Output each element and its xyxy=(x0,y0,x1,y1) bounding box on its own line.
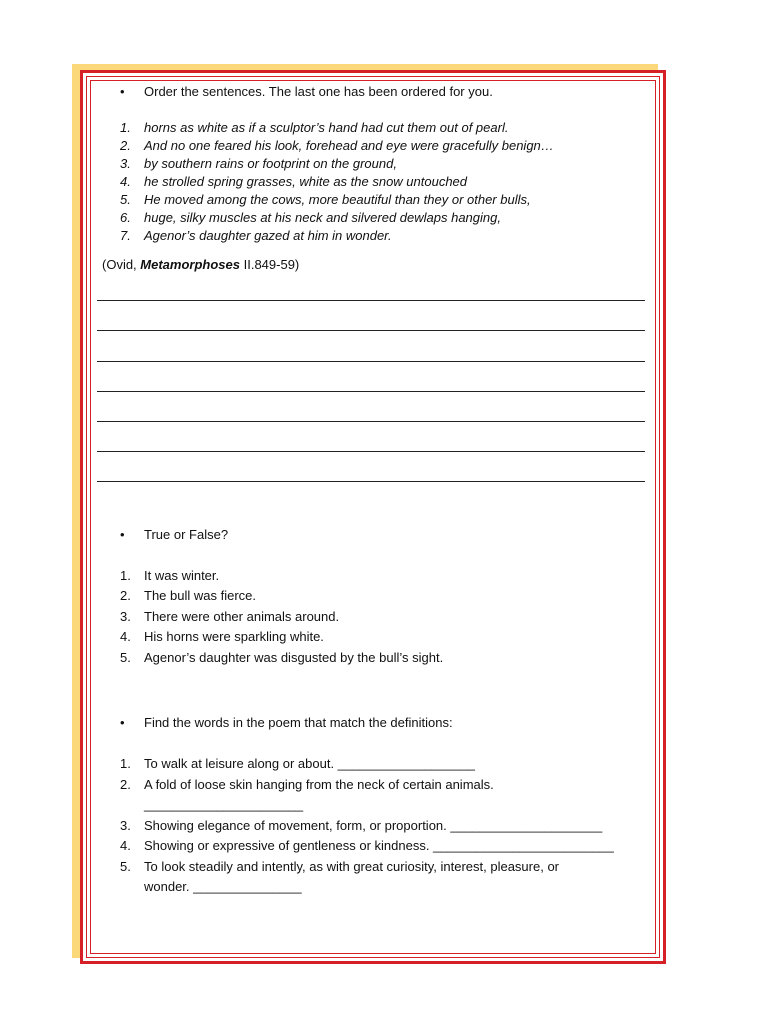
definition-answer-blank: wonder. _______________ xyxy=(144,879,302,894)
answer-line[interactable] xyxy=(97,421,645,422)
bullet-marker: • xyxy=(120,84,125,99)
true-false-item: It was winter. xyxy=(144,568,220,583)
answer-line[interactable] xyxy=(97,361,645,362)
poem-line: by southern rains or footprint on the ground, xyxy=(144,156,397,171)
citation-title: Metamorphoses xyxy=(140,257,240,272)
citation xyxy=(102,257,299,273)
poem-line-number: 4. xyxy=(120,174,131,189)
poem-line: And no one feared his look, forehead and eye were gracefully benign… xyxy=(144,138,554,153)
answer-line[interactable] xyxy=(97,451,645,452)
poem-line-number: 3. xyxy=(120,156,131,171)
true-false-item: His horns were sparkling white. xyxy=(144,629,324,644)
item-number: 5. xyxy=(120,859,131,874)
bullet-marker: • xyxy=(120,527,125,542)
poem-line: He moved among the cows, more beautiful than they or other bulls, xyxy=(144,192,531,207)
poem-line: huge, silky muscles at his neck and silvered dewlaps hanging, xyxy=(144,210,501,225)
answer-line[interactable] xyxy=(97,330,645,331)
poem-line: Agenor’s daughter gazed at him in wonder. xyxy=(144,228,392,243)
item-number: 3. xyxy=(120,609,131,624)
definitions-instruction: Find the words in the poem that match the definitions: xyxy=(144,715,453,730)
item-number: 3. xyxy=(120,818,131,833)
order-instruction: Order the sentences. The last one has been ordered for you. xyxy=(144,84,493,99)
poem-line: he strolled spring grasses, white as the snow untouched xyxy=(144,174,468,189)
definition-item: Showing elegance of movement, form, or proportion. _____________________ xyxy=(144,818,603,833)
definition-item: To look steadily and intently, as with great curiosity, interest, pleasure, or xyxy=(144,859,559,874)
citation-open: (Ovid, xyxy=(102,257,141,272)
true-false-item: Agenor’s daughter was disgusted by the bull’s sight. xyxy=(144,650,444,665)
citation-rest: II.849-59) xyxy=(240,257,300,272)
answer-line[interactable] xyxy=(97,481,645,482)
poem-line-number: 5. xyxy=(120,192,131,207)
true-false-item: The bull was fierce. xyxy=(144,588,256,603)
item-number: 2. xyxy=(120,588,131,603)
poem-line-number: 6. xyxy=(120,210,131,225)
poem-line-number: 2. xyxy=(120,138,131,153)
item-number: 4. xyxy=(120,838,131,853)
item-number: 2. xyxy=(120,777,131,792)
definition-answer-blank: ______________________ xyxy=(144,797,304,812)
definition-item: A fold of loose skin hanging from the neck of certain animals. xyxy=(144,777,494,792)
poem-line-number: 1. xyxy=(120,120,131,135)
true-false-instruction: True or False? xyxy=(144,527,229,542)
definition-item: To walk at leisure along or about. ___________________ xyxy=(144,756,476,771)
item-number: 4. xyxy=(120,629,131,644)
answer-line[interactable] xyxy=(97,300,645,301)
true-false-item: There were other animals around. xyxy=(144,609,340,624)
item-number: 5. xyxy=(120,650,131,665)
item-number: 1. xyxy=(120,568,131,583)
bullet-marker: • xyxy=(120,715,125,730)
answer-line[interactable] xyxy=(97,391,645,392)
definition-item: Showing or expressive of gentleness or kindness. _________________________ xyxy=(144,838,614,853)
item-number: 1. xyxy=(120,756,131,771)
poem-line-number: 7. xyxy=(120,228,131,243)
poem-line: horns as white as if a sculptor’s hand had cut them out of pearl. xyxy=(144,120,509,135)
